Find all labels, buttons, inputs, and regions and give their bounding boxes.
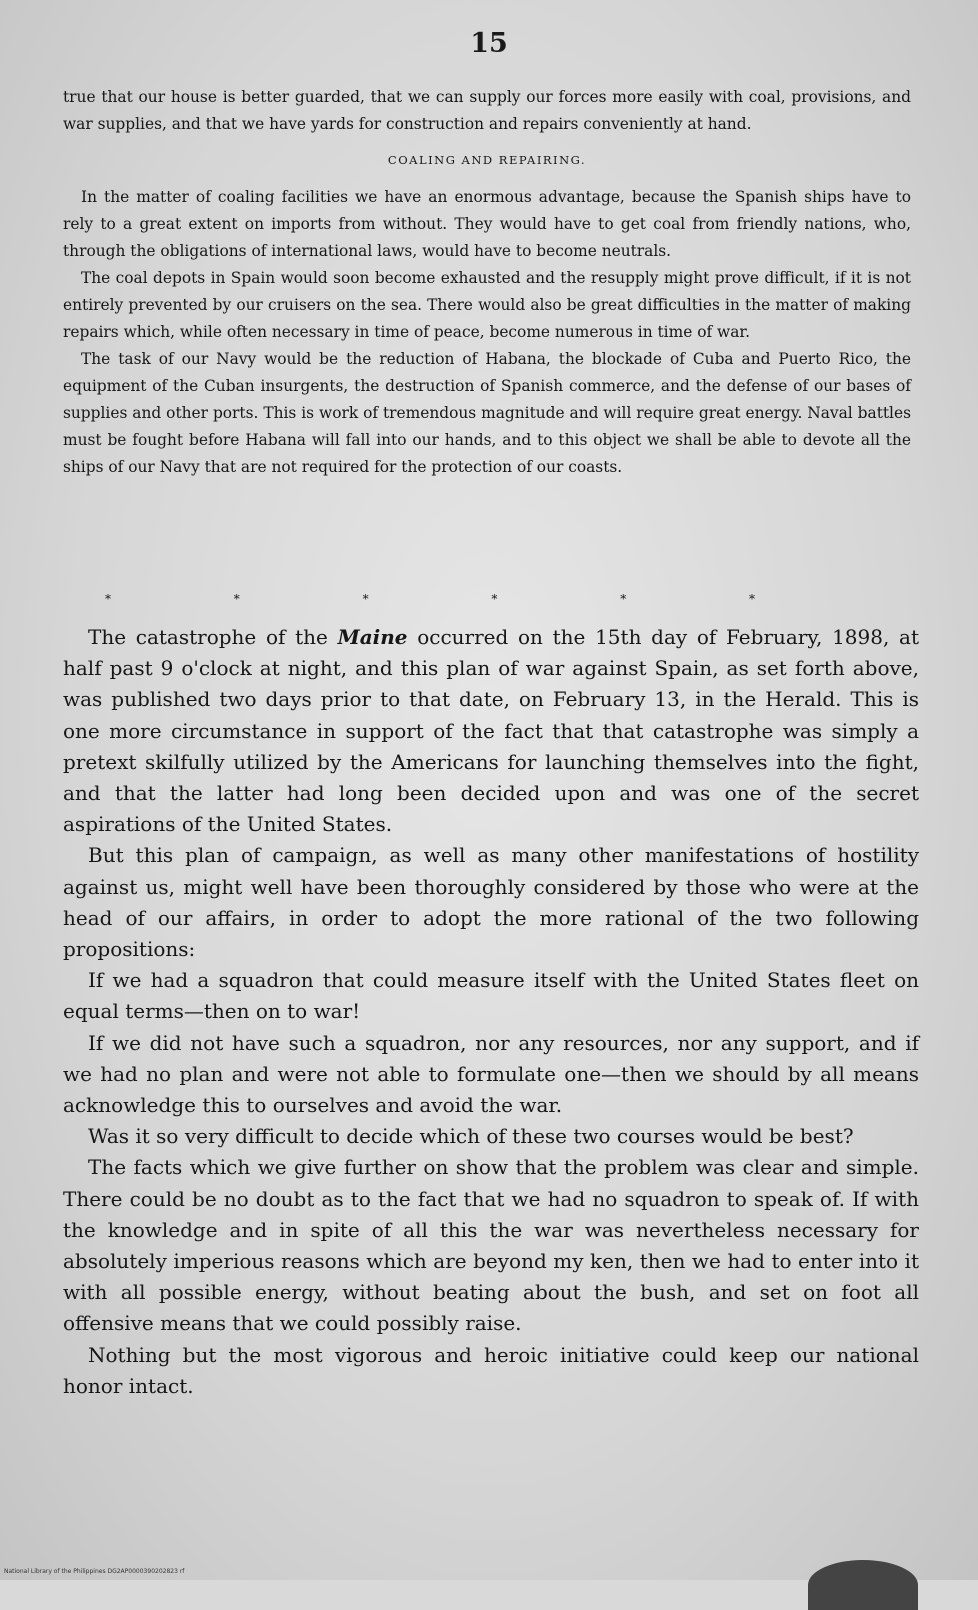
- separator-star: *: [105, 592, 111, 606]
- body-paragraph: Nothing but the most vigorous and heroic initiative could keep our national honor intact.: [63, 1342, 919, 1398]
- quote-paragraph: The task of our Navy would be the reduction of Habana, the blockade of Cuba and Puerto Rico, the equipment of the Cuban insurgents, the destruction of Spanish commerce, and the defense of our bases of supplies and other ports. This is work of tremendous magnitude and will require great energy. Naval battles must be fought before Habana will fall into our hands, and to this object we shall be able to devote all the ships of our Navy that are not required for the protection of our coasts.: [63, 350, 911, 476]
- page-number: 15: [470, 28, 508, 59]
- separator-star: *: [362, 592, 369, 606]
- quote-paragraph: The coal depots in Spain would soon become exhausted and the resupply might prove difficult, if it is not entirely prevented by our cruisers on the sea. There would also be great difficulties in the matter of making repairs which, while often necessary in time of peace, become numerous in time of war.: [63, 269, 911, 341]
- separator-star: *: [233, 592, 240, 606]
- ellipsis-separator: [105, 592, 755, 606]
- separator-star: *: [620, 592, 627, 606]
- quoted-plan-excerpt: [63, 84, 911, 481]
- body-paragraph: But this plan of campaign, as well as many other manifestations of hostility against us, might well have been thoroughly considered by those who were at the head of our affairs, in order to adopt the more rational of the two following propositions:: [63, 843, 919, 962]
- quote-paragraph: In the matter of coaling facilities we have an enormous advantage, because the Spanish ships have to rely to a great extent on imports from without. They would have to get coal from friendly nations, who, through the obligations of international laws, would have to become neutrals.: [63, 188, 911, 260]
- quote-intro-paragraph: true that our house is better guarded, that we can supply our forces more easily with coal, provisions, and war supplies, and that we have yards for construction and repairs conveniently at hand.: [63, 88, 911, 133]
- body-paragraph: [63, 622, 919, 840]
- body-text: occurred on the 15th day of February, 1898, at half past 9 o'clock at night, and this plan of war against Spain, as set forth above, was published two days prior to that date, on February 13, in the Herald. This is one more circumstance in support of the fact that that catastrophe was simply a pretext skilfully utilized by the Americans for launching themselves into the fight, and that the latter had long been decided upon and was one of the secret aspirations of the United States.: [63, 625, 919, 837]
- section-heading: COALING AND REPAIRING.: [387, 153, 587, 167]
- main-text: [63, 622, 919, 1402]
- body-paragraph: If we had a squadron that could measure itself with the United States fleet on equal terms—then on to war!: [63, 968, 919, 1024]
- scan-artifact: [808, 1560, 918, 1610]
- separator-star: *: [748, 592, 755, 606]
- body-text: The catastrophe of the: [88, 625, 338, 649]
- separator-star: *: [491, 592, 498, 606]
- ship-name: Maine: [337, 625, 408, 649]
- body-paragraph: The facts which we give further on show that the problem was clear and simple. There could be no doubt as to the fact that we had no squadron to speak of. If with the knowledge and in spite of all this the war was nevertheless necessary for absolutely imperious reasons which are beyond my ken, then we had to enter into it with all possible energy, without beating about the bush, and set on foot all offensive means that we could possibly raise.: [63, 1155, 919, 1336]
- body-paragraph: Was it so very difficult to decide which of these two courses would be best?: [88, 1124, 854, 1149]
- body-paragraph: If we did not have such a squadron, nor any resources, nor any support, and if we had no plan and were not able to formulate one—then we should by all means acknowledge this to ourselves and avoid the war.: [63, 1030, 919, 1118]
- scan-footer: National Library of the Philippines DG2AP0000390202823 rf: [4, 1568, 185, 1575]
